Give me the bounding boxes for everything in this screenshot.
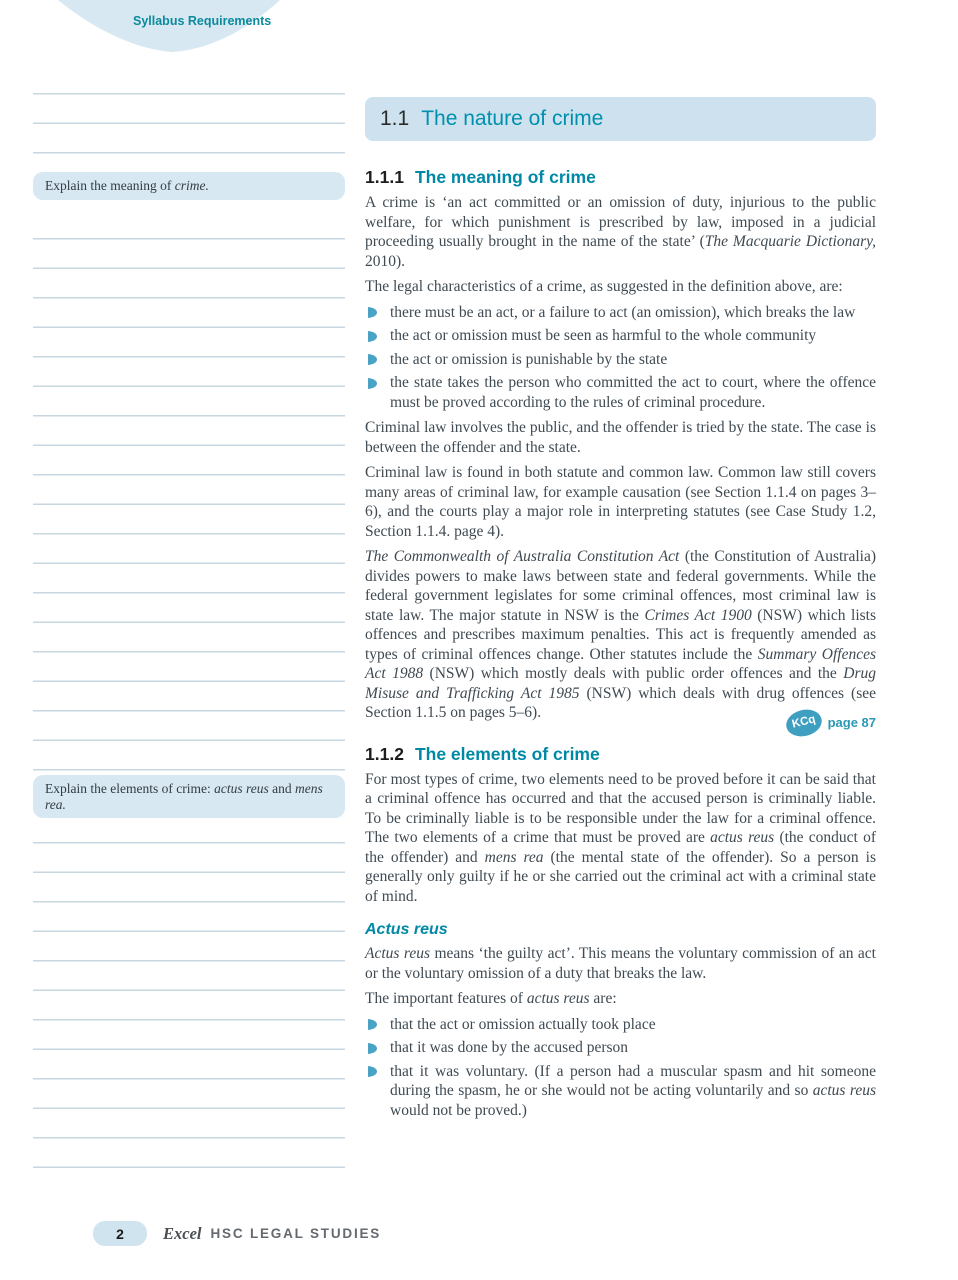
list-item xyxy=(365,326,876,346)
bullet-icon xyxy=(368,1019,377,1030)
bullet-text: that it was done by the accused person xyxy=(390,1039,629,1056)
paragraph-constitution-statutes xyxy=(365,547,876,731)
page-footer xyxy=(93,1221,381,1246)
subsection-title: The elements of crime xyxy=(414,743,600,764)
bullet-text: the act or omission is punishable by the state xyxy=(390,350,668,368)
paragraph-actus-reus-definition: Actus reus means ‘the guilty act’. This means the voluntary commission of an act or the voluntary omission of a duty that breaks the law. xyxy=(365,945,876,982)
bullet-text: there must be an act, or a failure to act (an omission), which breaks the law xyxy=(390,303,856,321)
margin-note-text: Explain the meaning of crime. xyxy=(45,178,209,193)
list-item xyxy=(365,1062,876,1121)
subsection-number: 1.1.1 xyxy=(365,167,404,187)
paragraph-legal-characteristics-intro: The legal characteristics of a crime, as suggested in the definition above, are: xyxy=(365,278,843,295)
syllabus-banner xyxy=(0,0,330,60)
section-title: The nature of crime xyxy=(421,107,604,130)
list-item xyxy=(365,1038,876,1058)
section-header xyxy=(365,97,876,141)
subsection-heading-1-1-2 xyxy=(365,744,876,765)
section-number: 1.1 xyxy=(380,107,410,130)
list-item xyxy=(365,350,876,370)
paragraph-text: The Commonwealth of Australia Constitution Act (the Constitution of Australia) divides powers to make laws between state and federal governments. While the federal government legislates for some criminal offences, most criminal law is state law. The major statute in NSW is the Crimes Act 1900 (NSW) which lists offences and prescribes maximum penalties. This act is frequently amended as types of criminal offences change. Other statutes include the Summary Offences Act 1988 (NSW) which mostly deals with public order offences and the Drug Misuse and Trafficking Act 1985 (NSW) which deals with drug offences (see Section 1.1.5 on pages 5–6). xyxy=(365,548,876,721)
banner-label: Syllabus Requirements xyxy=(133,14,272,28)
subheading-actus-reus: Actus reus xyxy=(365,921,448,938)
bullet-icon xyxy=(368,1043,377,1054)
series-title: HSC LEGAL STUDIES xyxy=(210,1226,382,1241)
bullet-text: the act or omission must be seen as harmful to the whole community xyxy=(390,327,817,344)
banner-shape-graphic xyxy=(0,0,330,60)
bullet-icon xyxy=(368,331,377,342)
margin-ruled-lines-bottom xyxy=(33,814,345,1169)
page-number: 2 xyxy=(116,1225,124,1242)
subsection-number: 1.1.2 xyxy=(365,743,404,764)
bullet-text: the state takes the person who committed the act to court, where the offence must be proved according to the rules of criminal procedure. xyxy=(390,374,876,411)
bullet-icon xyxy=(368,307,377,318)
paragraph-actus-reus-features-intro: The important features of actus reus are: xyxy=(365,990,617,1007)
bullet-list-legal-characteristics xyxy=(365,303,876,413)
kcq-badge-icon: KCq xyxy=(783,706,824,740)
margin-note-elements-of-crime xyxy=(33,775,345,818)
list-item xyxy=(365,373,876,412)
margin-ruled-lines-middle xyxy=(33,210,345,771)
subsection-heading-1-1-1 xyxy=(365,167,876,188)
bullet-icon xyxy=(368,378,377,389)
bullet-icon xyxy=(368,1066,377,1077)
kcq-reference xyxy=(786,710,876,736)
paragraph-statute-common-law: Criminal law is found in both statute and common law. Common law still covers many areas of criminal law, for example causation (see Section 1.1.4 on pages 3–6), and the courts play a major role in interpreting statutes (see Case Study 1.2, Section 1.1.4. page 4). xyxy=(365,464,876,540)
margin-ruled-lines-top xyxy=(33,65,345,155)
kcq-page-ref: page 87 xyxy=(827,714,876,730)
bullet-list-actus-reus-features xyxy=(365,1015,876,1121)
paragraph-crime-definition: A crime is ‘an act committed or an omission of duty, injurious to the public welfare, for which punishment is prescribed by law, imposed in a judicial proceeding usually brought in the name of the state’ (The Macquarie Dictionary, 2010). xyxy=(365,194,876,270)
bullet-icon xyxy=(368,354,377,365)
content-column xyxy=(365,97,876,1126)
bullet-text: that the act or omission actually took place xyxy=(390,1015,656,1033)
page-number-badge xyxy=(93,1221,147,1246)
bullet-text: that it was voluntary. (If a person had a muscular spasm and hit someone during the spasm, he or she would not be acting voluntarily and so actus reus would not be proved.) xyxy=(390,1062,876,1119)
paragraph-two-elements: For most types of crime, two elements need to be proved before it can be said that a criminal offence has occurred and that the accused person is criminally liable. To be criminally liable is to be responsible under the law for a criminal offence. The two elements of a crime that must be proved are actus reus (the conduct of the offender) and mens rea (the mental state of the offender). So a person is generally only guilty if he or she carried out the criminal act with a criminal state of mind. xyxy=(365,770,876,905)
paragraph-criminal-law-public: Criminal law involves the public, and the offender is tried by the state. The case is between the offender and the state. xyxy=(365,419,876,456)
subsection-title: The meaning of crime xyxy=(414,167,596,187)
margin-note-text: Explain the elements of crime: actus reus and mens rea. xyxy=(45,781,323,812)
list-item xyxy=(365,1015,876,1035)
list-item xyxy=(365,303,876,323)
brand-name: Excel xyxy=(163,1223,202,1243)
margin-note-meaning-of-crime xyxy=(33,172,345,200)
